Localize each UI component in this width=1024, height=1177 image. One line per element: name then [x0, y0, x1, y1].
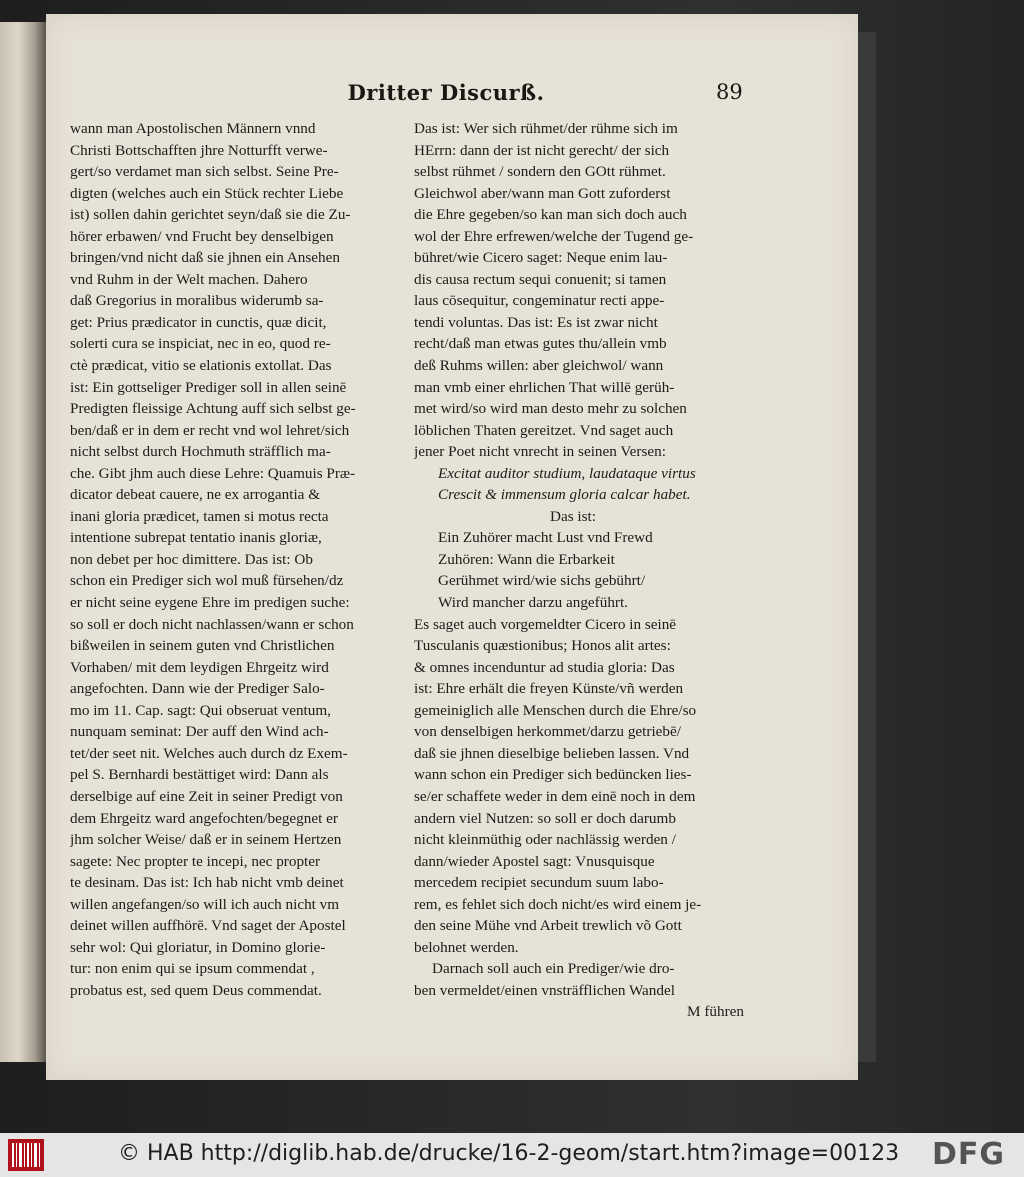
- text-line: & omnes incenduntur ad studia gloria: Das: [414, 658, 675, 676]
- text-line: Das ist:: [550, 507, 596, 525]
- text-line: ben/daß er in dem er recht vnd wol lehret/sich: [70, 421, 350, 439]
- text-line: selbst rühmet / sondern den GOtt rühmet.: [414, 163, 666, 181]
- text-line: Ein Zuhörer macht Lust vnd Frewd: [438, 529, 653, 547]
- text-line: willen angefangen/so will ich auch nicht vm: [70, 895, 340, 913]
- text-line: Gleichwol aber/wann man Gott zuforderst: [414, 184, 671, 202]
- text-line: von denselbigen herkommet/darzu getriebē/: [414, 723, 681, 741]
- text-line: wann schon ein Prediger sich bedüncken lies-: [414, 766, 692, 784]
- text-line: recht/daß man etwas gutes thu/allein vmb: [414, 335, 667, 353]
- text-line: ist) sollen dahin gerichtet seyn/daß sie die Zu-: [70, 206, 351, 224]
- text-line: mercedem recipiet secundum suum labo-: [414, 874, 664, 892]
- text-line: löblichen Thaten gereitzet. Vnd saget auch: [414, 421, 674, 439]
- text-line: nicht kleinmüthig oder nachlässig werden /: [414, 831, 676, 849]
- running-title: Dritter Discurß.: [347, 80, 545, 105]
- text-line: jener Poet nicht vnrecht in seinen Versen:: [414, 443, 666, 461]
- text-line: rem, es fehlet sich doch nicht/es wird einem je-: [414, 895, 702, 913]
- text-line: Es saget auch vorgemeldter Cicero in seinē: [414, 615, 677, 633]
- text-line: tendi voluntas. Das ist: Es ist zwar nicht: [414, 313, 658, 331]
- text-line: tur: non enim qui se ipsum commendat ,: [70, 960, 315, 978]
- text-line: derselbige auf eine Zeit in seiner Predigt von: [70, 787, 343, 805]
- text-line: intentione subrepat tentatio inanis gloriæ,: [70, 529, 322, 547]
- text-line: se/er schaffete weder in dem einē noch in dem: [414, 787, 696, 805]
- barcode-icon: [8, 1139, 44, 1171]
- text-line: M führen: [687, 1003, 744, 1021]
- text-line: Christi Bottschafften jhre Notturfft verwe-: [70, 141, 328, 159]
- text-line: daß sie jhnen dieselbige belieben lassen. Vnd: [414, 744, 690, 762]
- text-line: non debet per hoc dimittere. Das ist: Ob: [70, 550, 313, 568]
- text-line: probatus est, sed quem Deus commendat.: [70, 981, 322, 999]
- text-line: den seine Mühe vnd Arbeit trewlich võ Gott: [414, 917, 682, 935]
- text-line: tet/der seet nit. Welches auch durch dz Exem-: [70, 744, 348, 762]
- text-line: HErrn: dann der ist nicht gerecht/ der sich: [414, 141, 670, 159]
- text-line: Tusculanis quæstionibus; Honos alit artes:: [414, 637, 671, 655]
- text-line: man vmb einer ehrlichen That willē gerüh-: [414, 378, 675, 396]
- text-line: Zuhören: Wann die Erbarkeit: [438, 550, 615, 568]
- text-line: Predigten fleissige Achtung auff sich selbst ge-: [70, 400, 356, 418]
- text-line: dem Ehrgeitz ward angefochten/begegnet er: [70, 809, 338, 827]
- text-line: wol der Ehre erfrewen/welche der Tugend ge-: [414, 227, 694, 245]
- text-line: bißweilen in seinem guten vnd Christlichen: [70, 637, 335, 655]
- copyright-url[interactable]: © HAB http://diglib.hab.de/drucke/16-2-geom/start.htm?image=00123: [118, 1141, 900, 1166]
- text-line: gemeiniglich alle Menschen durch die Ehre/so: [414, 701, 697, 719]
- text-line: deinet willen auffhörē. Vnd saget der Apostel: [70, 917, 346, 935]
- text-line: sehr wol: Qui gloriatur, in Domino glorie-: [70, 938, 326, 956]
- text-line: gert/so verdamet man sich selbst. Seine Pre-: [70, 163, 339, 181]
- text-line: Darnach soll auch ein Prediger/wie dro-: [432, 960, 675, 978]
- right-text-column: [414, 118, 750, 1023]
- text-line: jhm solcher Weise/ daß er in seinem Hertzen: [70, 831, 342, 849]
- text-line: ist: Ehre erhält die freyen Künste/vñ werden: [414, 680, 684, 698]
- text-line: ben vermeldet/einen vnsträfflichen Wandel: [414, 981, 675, 999]
- dfg-logo: DFG: [932, 1137, 1006, 1172]
- text-line: solerti cura se inspiciat, nec in eo, quod re-: [70, 335, 331, 353]
- text-line: schon ein Prediger sich wol muß fürsehen/dz: [70, 572, 344, 590]
- left-text-column: [70, 118, 410, 1001]
- page-shadow: [858, 32, 876, 1062]
- text-line: bringen/vnd nicht daß sie jhnen ein Ansehen: [70, 249, 340, 267]
- text-line: dann/wieder Apostel sagt: Vnusquisque: [414, 852, 655, 870]
- text-line: che. Gibt jhm auch diese Lehre: Quamuis Præ-: [70, 464, 356, 482]
- text-line: so soll er doch nicht nachlassen/wann er schon: [70, 615, 354, 633]
- text-line: pel S. Bernhardi bestättiget wird: Dann als: [70, 766, 329, 784]
- text-line: angefochten. Dann wie der Prediger Salo-: [70, 680, 325, 698]
- text-line: nunquam seminat: Der auff den Wind ach-: [70, 723, 329, 741]
- text-line: bühret/wie Cicero saget: Neque enim lau-: [414, 249, 668, 267]
- text-line: digten (welches auch ein Stück rechter Liebe: [70, 184, 344, 202]
- page-number: 89: [716, 80, 743, 104]
- text-line: te desinam. Das ist: Ich hab nicht vmb deinet: [70, 874, 344, 892]
- text-line: Crescit & immensum gloria calcar habet.: [438, 486, 691, 504]
- text-line: Wird mancher darzu angeführt.: [438, 594, 628, 612]
- footer-bar: [0, 1133, 1024, 1177]
- text-line: vnd Ruhm in der Welt machen. Dahero: [70, 270, 308, 288]
- text-line: met wird/so wird man desto mehr zu solchen: [414, 400, 687, 418]
- text-line: dicator debeat cauere, ne ex arrogantia &: [70, 486, 321, 504]
- text-line: ctè prædicat, vitio se elationis extollat. Das: [70, 357, 332, 375]
- text-line: Das ist: Wer sich rühmet/der rühme sich im: [414, 120, 678, 137]
- text-line: dis causa rectum sequi conuenit; si tamen: [414, 270, 667, 288]
- text-line: daß Gregorius in moralibus widerumb sa-: [70, 292, 324, 310]
- page-header: [46, 72, 858, 106]
- text-line: laus cōsequitur, congeminatur recti appe-: [414, 292, 665, 310]
- text-line: Vorhaben/ mit dem leydigen Ehrgeitz wird: [70, 658, 329, 676]
- text-line: nicht selbst durch Hochmuth sträfflich ma-: [70, 443, 331, 461]
- text-line: andern viel Nutzen: so soll er doch darumb: [414, 809, 676, 827]
- book-edge: [0, 22, 46, 1062]
- text-line: hörer erbawen/ vnd Frucht bey denselbigen: [70, 227, 334, 245]
- text-line: Gerühmet wird/wie sichs gebührt/: [438, 572, 646, 590]
- text-line: ist: Ein gottseliger Prediger soll in allen seinē: [70, 378, 347, 396]
- text-line: get: Prius prædicator in cunctis, quæ dicit,: [70, 313, 327, 331]
- text-line: belohnet werden.: [414, 938, 519, 956]
- text-line: Excitat auditor studium, laudataque virtus: [438, 464, 696, 482]
- text-line: wann man Apostolischen Männern vnnd: [70, 120, 316, 137]
- text-line: deß Ruhms willen: aber gleichwol/ wann: [414, 357, 664, 375]
- text-line: die Ehre gegeben/so kan man sich doch auch: [414, 206, 687, 224]
- text-line: inani gloria prædicet, tamen si motus recta: [70, 507, 329, 525]
- text-line: mo im 11. Cap. sagt: Qui obseruat ventum,: [70, 701, 331, 719]
- text-line: er nicht seine eygene Ehre im predigen suche:: [70, 594, 350, 612]
- text-line: sagete: Nec propter te incepi, nec propter: [70, 852, 321, 870]
